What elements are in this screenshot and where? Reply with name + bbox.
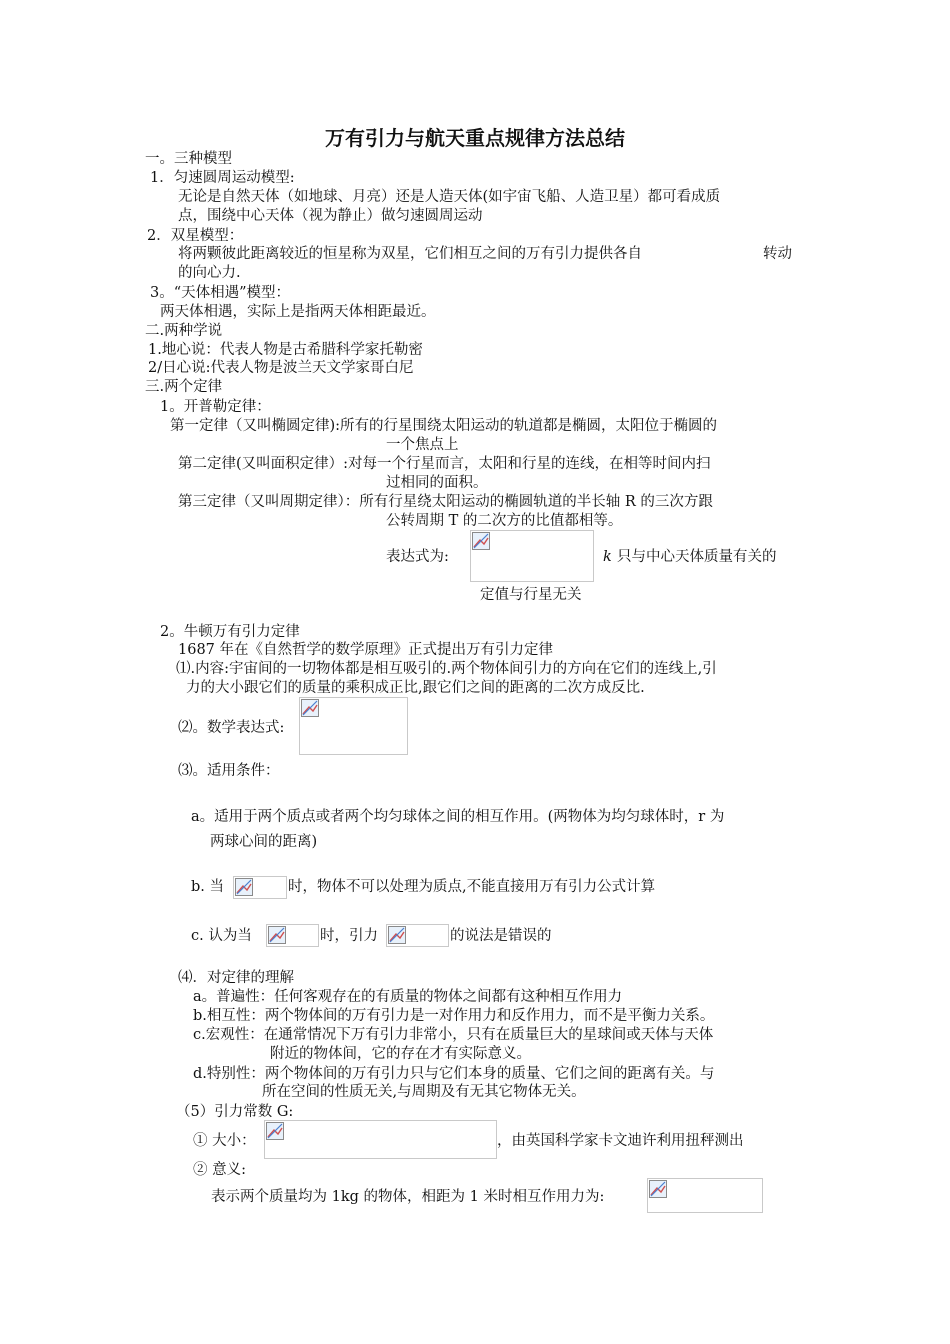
geocentric-theory: 1.地心说：代表人物是古希腊科学家托勒密 <box>148 342 423 358</box>
g-value-note: ，由英国科学家卡文迪许利用扭秤测出 <box>497 1133 744 1149</box>
condition-b-post: 时，物体不可以处理为质点,不能直接用万有引力公式计算 <box>288 879 656 895</box>
kepler-second-law: 第二定律(又叫面积定律）:对每一个行星而言，太阳和行星的连线，在相等时间内扫 <box>178 456 711 472</box>
property-specificity-cont: 所在空间的性质无关,与周期及有无其它物体无关。 <box>262 1084 586 1100</box>
kepler-second-law-cont: 过相同的面积。 <box>386 475 488 491</box>
section-2-heading: 二.两种学说 <box>145 323 223 339</box>
g-value-formula-image <box>264 1120 497 1159</box>
broken-image-icon <box>266 1122 284 1140</box>
newton-year: 1687 年在《自然哲学的数学原理》正式提出万有引力定律 <box>178 642 554 658</box>
condition-c-post: 的说法是错误的 <box>450 928 552 944</box>
model-1-heading: 1．匀速圆周运动模型: <box>150 170 295 186</box>
property-macroscopic-cont: 附近的物体间，它的存在才有实际意义。 <box>270 1046 531 1062</box>
kepler-third-law: 第三定律（又叫周期定律）：所有行星绕太阳运动的椭圆轨道的半长轴 R 的三次方跟 <box>178 494 713 510</box>
model-2-text-end: 转动 <box>763 246 792 262</box>
broken-image-icon <box>268 926 286 944</box>
condition-c-formula-image-2 <box>386 924 449 947</box>
newton-content: ⑴.内容:宇宙间的一切物体都是相互吸引的.两个物体间引力的方向在它们的连线上,引 <box>176 661 717 677</box>
g-value-label: ① 大小： <box>193 1133 256 1149</box>
model-3-heading: 3。“天体相遇”模型： <box>150 285 291 301</box>
section-1-heading: 一。三种模型 <box>145 151 232 167</box>
heliocentric-theory: 2/日心说:代表人物是波兰天文学家哥白尼 <box>148 360 414 376</box>
g-meaning-label: ② 意义: <box>193 1162 246 1178</box>
kepler-constant-symbol: k <box>603 549 612 565</box>
newton-expression-label: ⑵。数学表达式: <box>178 720 285 736</box>
model-3-text: 两天体相遇，实际上是指两天体相距最近。 <box>160 304 436 320</box>
kepler-heading: 1。开普勒定律： <box>160 399 271 415</box>
condition-c-mid: 时，引力 <box>320 928 378 944</box>
broken-image-icon <box>388 926 406 944</box>
condition-b-pre: b. 当 <box>191 879 225 895</box>
kepler-constant-note: 只与中心天体质量有关的 <box>617 549 777 565</box>
newton-formula-image <box>299 697 408 755</box>
understanding-heading: ⑷．对定律的理解 <box>178 970 294 986</box>
gravitational-constant-heading: （5）引力常数 G: <box>176 1104 294 1120</box>
kepler-first-law-cont: 一个焦点上 <box>386 437 459 453</box>
model-1-text: 无论是自然天体（如地球、月亮）还是人造天体(如宇宙飞船、人造卫星）都可看成质 <box>178 189 721 205</box>
model-2-heading: 2．双星模型： <box>147 228 244 244</box>
condition-b-formula-image <box>233 876 287 899</box>
property-universality: a。普遍性：任何客观存在的有质量的物体之间都有这种相互作用力 <box>193 989 623 1005</box>
kepler-first-law: 第一定律（又叫椭圆定律):所有的行星围绕太阳运动的轨道都是椭圆，太阳位于椭圆的 <box>170 418 718 434</box>
condition-c-pre: c. 认为当 <box>191 928 252 944</box>
g-meaning-formula-image <box>647 1178 763 1213</box>
broken-image-icon <box>301 699 319 717</box>
model-1-text-cont: 点，围绕中心天体（视为静止）做匀速圆周运动 <box>178 208 483 224</box>
kepler-constant-note-cont: 定值与行星无关 <box>480 587 582 603</box>
condition-c-formula-image-1 <box>266 924 319 947</box>
property-macroscopic: c.宏观性：在通常情况下万有引力非常小，只有在质量巨大的星球间或天体与天体 <box>193 1027 714 1043</box>
property-mutuality: b.相互性：两个物体间的万有引力是一对作用力和反作用力，而不是平衡力关系。 <box>193 1008 715 1024</box>
broken-image-icon <box>649 1180 667 1198</box>
condition-a: a。适用于两个质点或者两个均匀球体之间的相互作用。(两物体为均匀球体时，r 为 <box>191 809 725 825</box>
condition-a-cont: 两球心间的距离) <box>210 834 318 850</box>
newton-heading: 2。牛顿万有引力定律 <box>160 624 300 640</box>
conditions-heading: ⑶。适用条件： <box>178 763 280 779</box>
newton-content-cont: 力的大小跟它们的质量的乘积成正比,跟它们之间的距离的二次方成反比. <box>186 680 645 696</box>
section-3-heading: 三.两个定律 <box>145 379 223 395</box>
model-2-text: 将两颗彼此距离较近的恒星称为双星，它们相互之间的万有引力提供各自 <box>178 246 642 262</box>
model-2-text-cont: 的向心力. <box>178 265 241 281</box>
property-specificity: d.特别性：两个物体间的万有引力只与它们本身的质量、它们之间的距离有关。与 <box>193 1066 715 1082</box>
g-meaning-text: 表示两个质量均为 1kg 的物体，相距为 1 米时相互作用力为: <box>211 1189 605 1205</box>
page-title: 万有引力与航天重点规律方法总结 <box>325 126 625 150</box>
kepler-formula-image <box>470 530 594 582</box>
kepler-expression-label: 表达式为: <box>386 549 449 565</box>
broken-image-icon <box>472 532 490 550</box>
kepler-third-law-cont: 公转周期 T 的二次方的比值都相等。 <box>386 513 623 529</box>
broken-image-icon <box>235 878 253 896</box>
